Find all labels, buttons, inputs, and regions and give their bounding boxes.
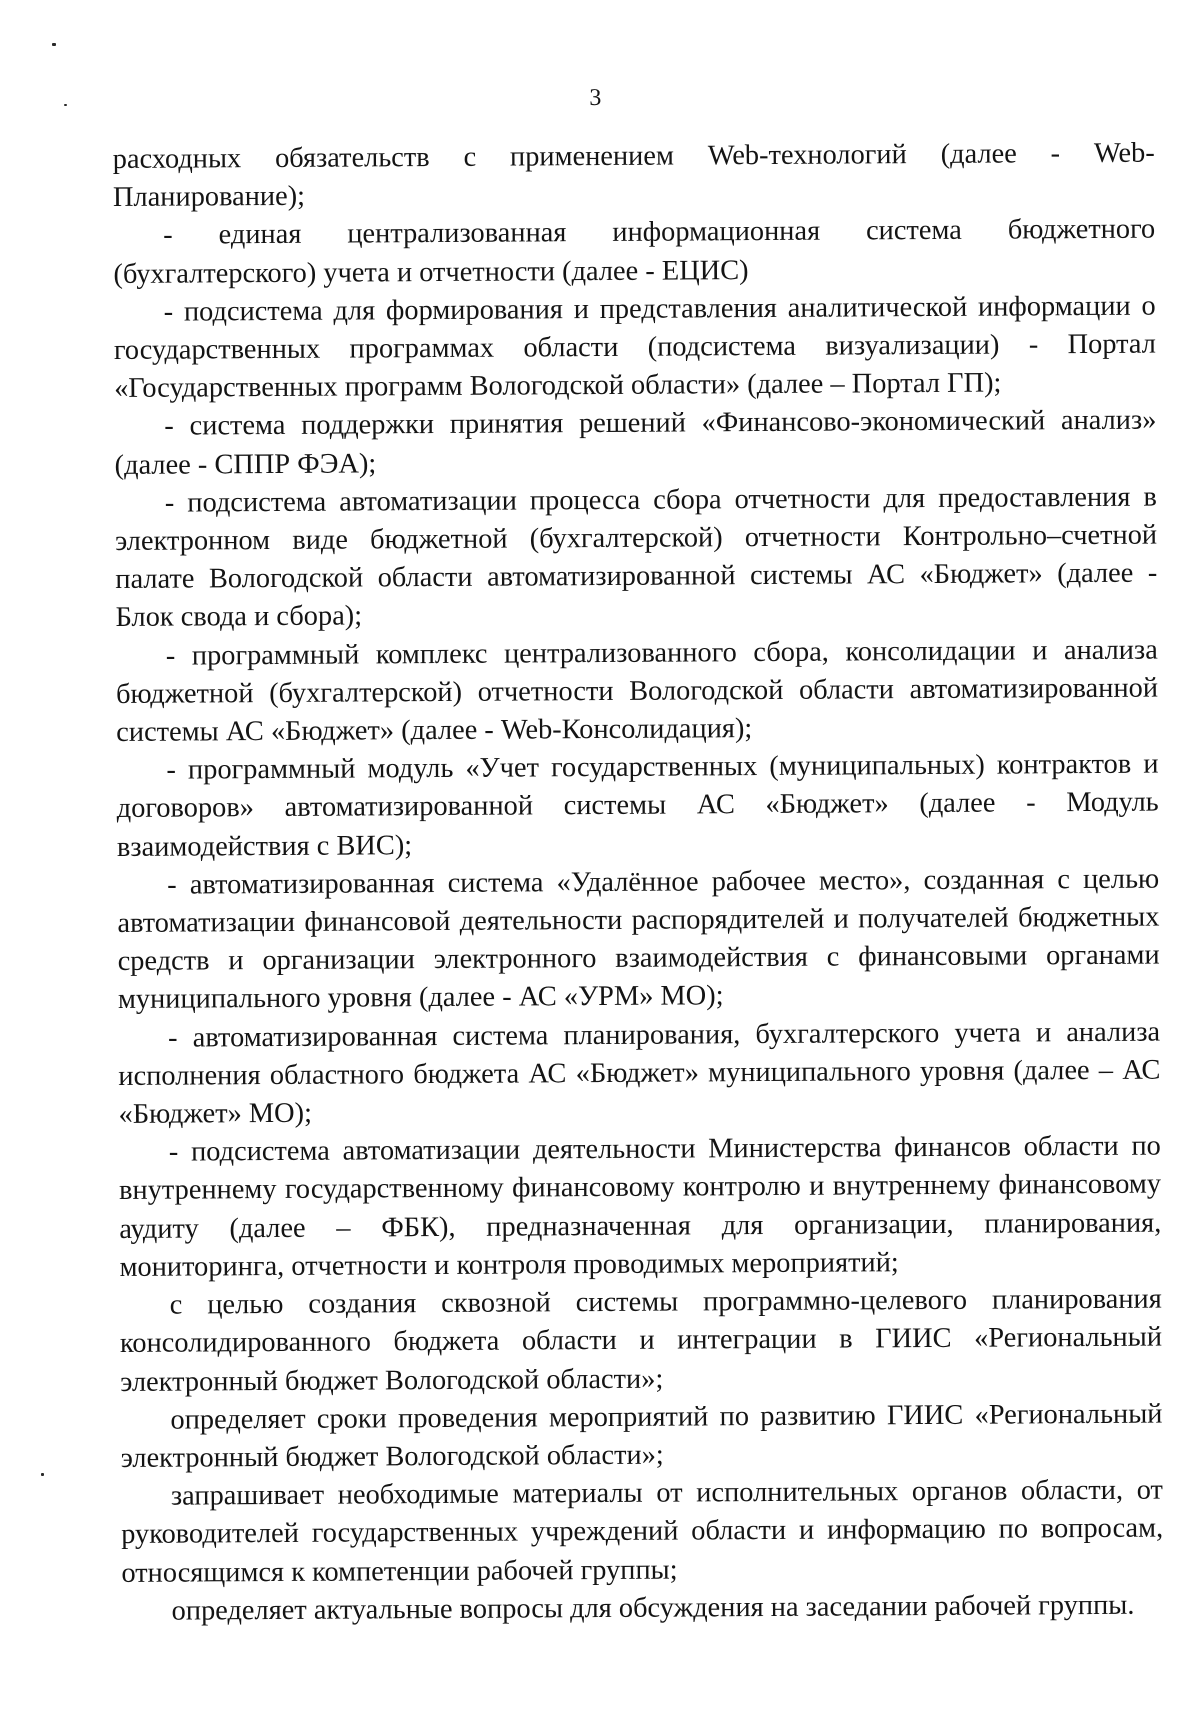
paragraph: - автоматизированная система планирования, бухгалтерского учета и анализа исполнения областного бюджета АС «Бюджет» муниципального уровня (далее – АС «Бюджет» МО); — [118, 1016, 1161, 1131]
paragraph: - подсистема автоматизации деятельности Министерства финансов области по внутреннему государственному финансовому контролю и внутреннему финансовому аудиту (далее – ФБК), предназначенная для организации, планирования, мониторинга, отчетности и контроля проводимых мероприятий; — [118, 1130, 1162, 1283]
paragraph: запрашивает необходимые материалы от исполнительных органов области, от руководителей государственных учреждений области и информацию по вопросам, относящимся к компетенции рабочей группы; — [121, 1474, 1164, 1589]
paragraph: - автоматизированная система «Удалённое рабочее место», созданная с целью автоматизации финансовой деятельности распорядителей и получателей бюджетных средств и организации электронного взаимодействия с финансовыми органами муниципального уровня (далее - АС «УРМ» МО); — [117, 863, 1160, 1016]
paragraph: - система поддержки принятия решений «Финансово-экономический анализ» (далее - СППР ФЭА); — [114, 405, 1157, 481]
paragraph: с целью создания сквозной системы программно-целевого планирования консолидированного бюджета области и интеграции в ГИИС «Региональный электронный бюджет Вологодской области»; — [119, 1283, 1163, 1398]
paragraph: расходных обязательств с применением Web-технологий (далее - Web-Планирование); — [112, 137, 1155, 214]
paragraph: - программный комплекс централизованного сбора, консолидации и анализа бюджетной (бухгалтерской) отчетности Вологодской области автоматизированной системы АС «Бюджет» (далее - Web-Консолидация); — [115, 634, 1159, 748]
document-body — [113, 135, 1164, 1631]
paragraph: определяет сроки проведения мероприятий по развитию ГИИС «Региональный электронный бюджет Вологодской области»; — [120, 1398, 1163, 1474]
paragraph: определяет актуальные вопросы для обсуждения на заседании рабочей группы. — [171, 1589, 1135, 1627]
paragraph: - программный модуль «Учет государственных (муниципальных) контрактов и договоров» автоматизированной системы АС «Бюджет» (далее - Модуль взаимодействия с ВИС); — [116, 748, 1159, 863]
page-number: 3 — [589, 84, 602, 112]
paragraph: - подсистема автоматизации процесса сбора отчетности для предоставления в электронном виде бюджетной (бухгалтерской) отчетности Контрольно–счетной палате Вологодской области автоматизированной системы АС «Бюджет» (далее - Блок свода и сбора); — [114, 481, 1158, 634]
paragraph: - единая централизованная информационная система бюджетного (бухгалтерского) учета и отчетности (далее - ЕЦИС) — [113, 214, 1156, 290]
paragraph: - подсистема для формирования и представления аналитической информации о государственных программах области (подсистема визуализации) - Портал «Государственных программ Вологодской области» (далее – Портал ГП); — [113, 290, 1156, 405]
